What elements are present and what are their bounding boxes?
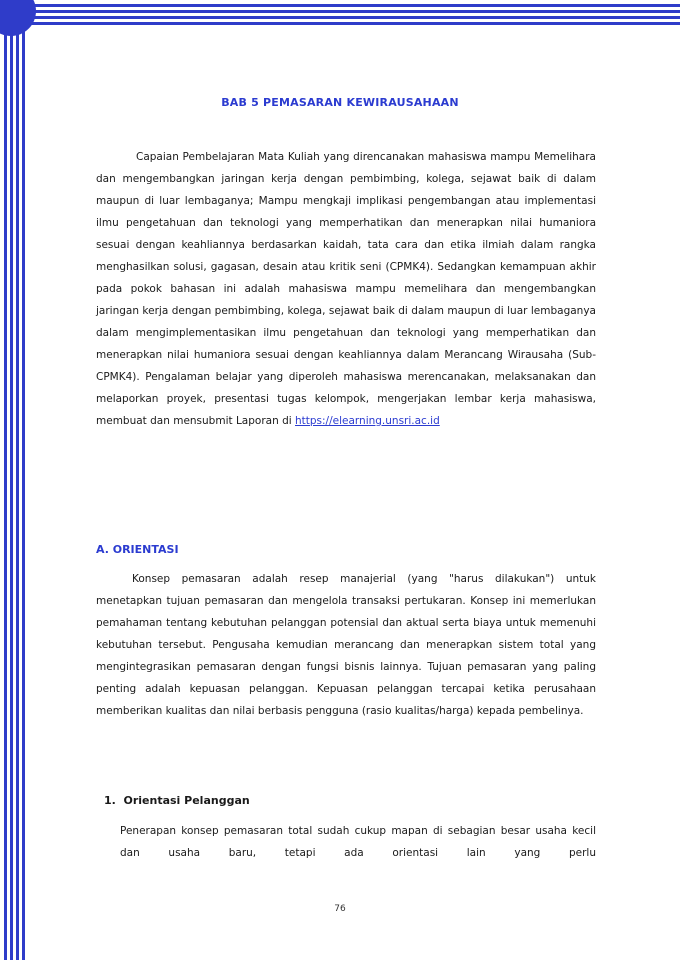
chapter-title: BAB 5 PEMASARAN KEWIRAUSAHAAN — [221, 96, 459, 109]
top-border-lines — [0, 0, 680, 30]
intro-paragraph — [96, 146, 596, 432]
elearning-link[interactable]: https://elearning.unsri.ac.id — [295, 415, 440, 427]
section-a-paragraph: Konsep pemasaran adalah resep manajerial (yang "harus dilakukan") untuk menetapkan tujuan pemasaran dan mengelola transaksi pertukaran. Konsep ini memerlukan pemahaman tentang kebutuhan pelanggan potensial dan aktual serta biaya untuk memenuhi kebutuhan tersebut. Pengusaha kemudian merancang dan menerapkan sistem total yang mengintegrasikan pemasaran dengan fungsi bisnis lainnya. Tujuan pemasaran yang paling penting adalah kepuasan pelanggan. Kepuasan pelanggan tercapai ketika perusahaan memberikan kualitas dan nilai berbasis pengguna (rasio kualitas/harga) kepada pembelinya. — [96, 573, 596, 717]
intro-paragraph-text: Capaian Pembelajaran Mata Kuliah yang direncanakan mahasiswa mampu Memelihara dan mengembangkan jaringan kerja dengan pembimbing, kolega, sejawat baik di dalam maupun di luar lembaganya; Mampu mengkaji implikasi pengembangan atau implementasi ilmu pengetahuan dan teknologi yang memperhatikan dan menerapkan nilai humaniora sesuai dengan keahliannya berdasarkan kaidah, tata cara dan etika ilmiah dalam rangka menghasilkan solusi, gagasan, desain atau kritik seni (CPMK4). Sedangkan kemampuan akhir pada pokok bahasan ini adalah mahasiswa mampu memelihara dan mengembangkan jaringan kerja dengan pembimbing, kolega, sejawat baik di dalam maupun di luar lembaganya dalam mengimplementasikan ilmu pengetahuan dan teknologi yang memperhatikan dan menerapkan nilai humaniora sesuai dengan keahliannya dalam Merancang Wirausaha (Sub-CPMK4). Pengalaman belajar yang diperoleh mahasiswa merencanakan, melaksanakan dan melaporkan proyek, presentasi tugas kelompok, mengerjakan lembar kerja mahasiswa, membuat dan mensubmit Laporan di — [96, 151, 596, 427]
corner-ornament — [0, 0, 36, 36]
section-a-heading: A. ORIENTASI — [96, 543, 179, 556]
subsection-1-heading: 1. Orientasi Pelanggan — [104, 794, 250, 807]
left-border-lines — [0, 0, 30, 960]
subsection-1-paragraph: Penerapan konsep pemasaran total sudah cukup mapan di sebagian besar usaha kecil dan usaha baru, tetapi ada orientasi lain yang perlu — [120, 825, 596, 859]
page-number: 76 — [334, 904, 346, 914]
